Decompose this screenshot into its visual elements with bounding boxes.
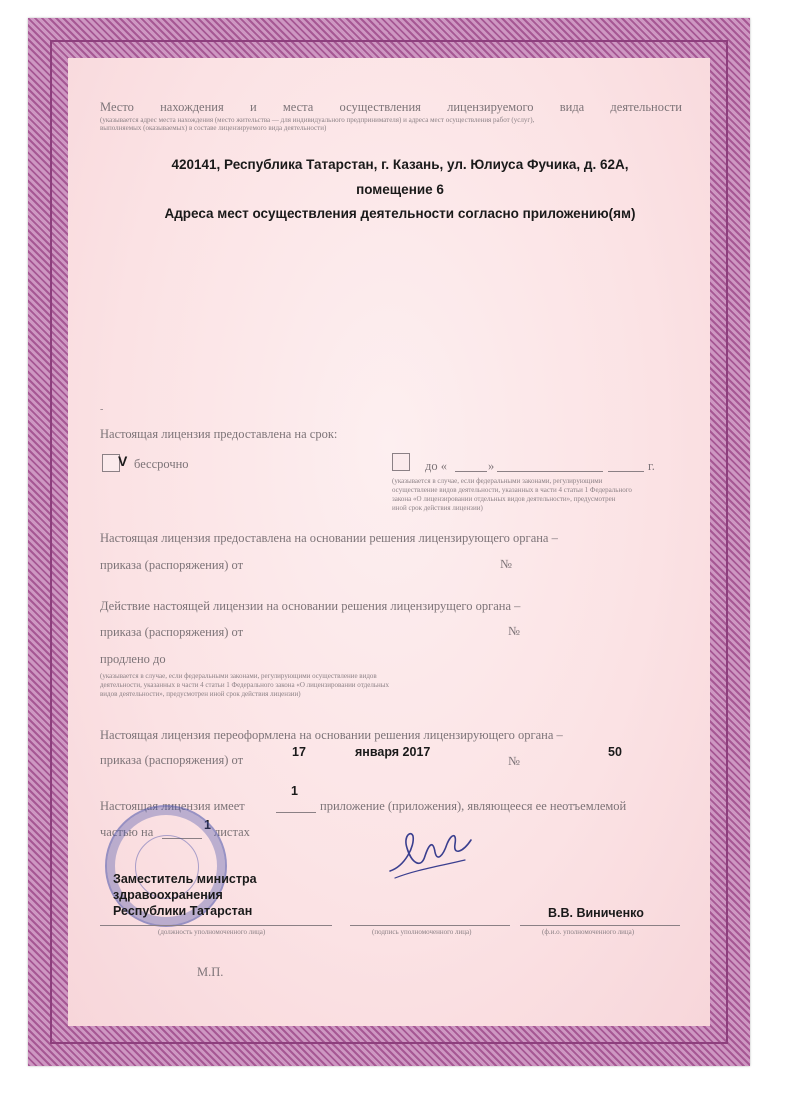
extension-note-3: видов деятельности», предусмотрен иной срок действия лицензии) (100, 690, 301, 698)
indefinite-checkmark: V (118, 453, 128, 469)
location-title: Место нахождения и места осуществления лицензируемого вида деятельности (100, 100, 682, 114)
annex-sheets-count: 1 (204, 818, 211, 832)
extension-note-2: деятельности, указанных в части 4 статьи 1 Федерального закона «О лицензировании отдельных (100, 681, 389, 689)
address-line-3: Адреса мест осуществления деятельности согласно приложению(ям) (164, 206, 636, 221)
grant-order-label: приказа (распоряжения) от (100, 558, 244, 572)
caption-position: (должность уполномоченного лица) (158, 928, 266, 936)
signatory-name: В.В. Виниченко (548, 906, 644, 920)
reissue-day: 17 (292, 745, 306, 759)
location-subtitle-2: выполняемых (оказываемых) в составе лицензируемого вида деятельности) (100, 124, 327, 132)
year-suffix: г. (648, 459, 655, 473)
reissue-month-year: января 2017 (355, 745, 431, 759)
seal-label: М.П. (197, 965, 224, 979)
extension-basis-line: Действие настоящей лицензии на основании решения лицензирущего органа – (100, 599, 521, 613)
address-line-1: 420141, Республика Татарстан, г. Казань, ул. Юлиуса Фучика, д. 62А, (171, 157, 629, 172)
indefinite-label: бессрочно (134, 457, 189, 471)
signatory-position-1: Заместитель министра (113, 872, 257, 886)
reissue-basis-line: Настоящая лицензия переоформлена на основании решения лицензирующего органа – (100, 728, 563, 742)
until-quote-close: » (488, 459, 495, 473)
signatory-position-3: Республики Татарстан (113, 904, 253, 918)
term-note-3: закона «О лицензировании отдельных видов деятельности», предусмотрен (392, 495, 616, 503)
term-label: Настоящая лицензия предоставлена на срок: (100, 427, 338, 441)
handwritten-signature (385, 826, 475, 886)
term-note-1: (указывается в случае, если федеральными законами, регулирующими (392, 477, 603, 485)
address-line-2: помещение 6 (356, 182, 444, 197)
annex-sheets-label: листах (214, 825, 250, 839)
extension-note-1: (указывается в случае, если федеральными законами, регулирующими осуществление видов (100, 672, 377, 680)
extension-number-label: № (508, 624, 520, 638)
reissue-number: 50 (608, 745, 622, 759)
signatory-position-2: здравоохранения (113, 888, 223, 902)
extended-until-label: продлено до (100, 652, 166, 666)
dash-mark: - (100, 404, 104, 415)
reissue-number-label: № (508, 754, 520, 768)
annex-part-label: частью на (100, 825, 154, 839)
term-note-4: иной срок действия лицензии) (392, 504, 483, 512)
reissue-order-label: приказа (распоряжения) от (100, 753, 244, 767)
annex-count: 1 (291, 784, 298, 798)
extension-order-label: приказа (распоряжения) от (100, 625, 244, 639)
until-checkbox[interactable] (392, 453, 410, 471)
annex-text-part-2: приложение (приложения), являющееся ее неотъемлемой (320, 799, 627, 813)
caption-name: (ф.и.о. уполномоченного лица) (542, 928, 635, 936)
location-subtitle-1: (указывается адрес места нахождения (место жительства — для индивидуального предпринимателя) и адреса мест осуществления работ (услуг), (100, 116, 535, 124)
term-note-2: осуществление видов деятельности, указанных в части 4 статьи 1 Федерального (392, 486, 632, 494)
caption-signature: (подпись уполномоченного лица) (372, 928, 472, 936)
grant-basis-line: Настоящая лицензия предоставлена на основании решения лицензирующего органа – (100, 531, 558, 545)
grant-number-label: № (500, 557, 512, 571)
until-label: до « (425, 459, 447, 473)
annex-text-part-1: Настоящая лицензия имеет (100, 799, 245, 813)
